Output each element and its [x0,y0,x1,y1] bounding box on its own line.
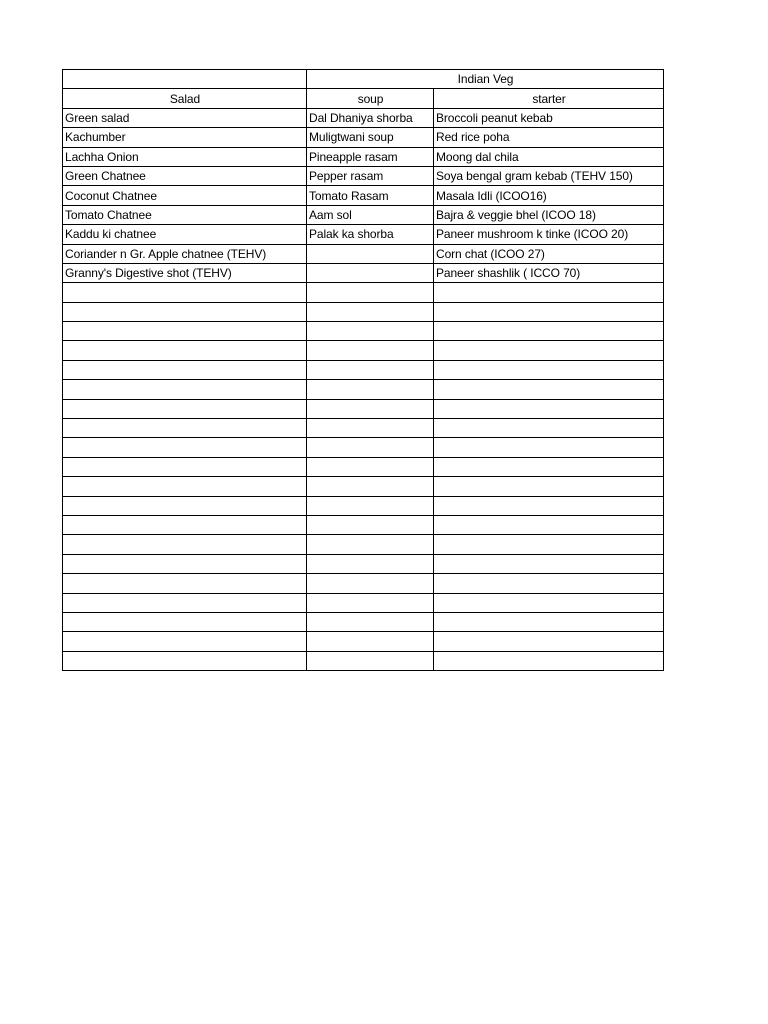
soup-cell[interactable] [307,457,434,476]
salad-cell[interactable] [63,302,307,321]
salad-cell[interactable]: Green salad [63,108,307,127]
starter-cell[interactable] [434,360,664,379]
column-header-starter[interactable]: starter [434,89,664,108]
table-row [63,515,664,534]
salad-cell[interactable] [63,535,307,554]
salad-cell[interactable] [63,515,307,534]
soup-cell[interactable] [307,515,434,534]
starter-cell[interactable]: Paneer shashlik ( ICCO 70) [434,263,664,282]
table-row [63,205,664,224]
soup-cell[interactable]: Tomato Rasam [307,186,434,205]
starter-cell[interactable]: Broccoli peanut kebab [434,108,664,127]
salad-cell[interactable]: Kachumber [63,128,307,147]
starter-cell[interactable]: Corn chat (ICOO 27) [434,244,664,263]
starter-cell[interactable]: Red rice poha [434,128,664,147]
starter-cell[interactable] [434,593,664,612]
table-row [63,166,664,185]
salad-cell[interactable] [63,283,307,302]
starter-cell[interactable] [434,535,664,554]
table-row [63,263,664,282]
salad-cell[interactable]: Granny's Digestive shot (TEHV) [63,263,307,282]
starter-cell[interactable]: Paneer mushroom k tinke (ICOO 20) [434,225,664,244]
salad-cell[interactable]: Kaddu ki chatnee [63,225,307,244]
starter-cell[interactable] [434,302,664,321]
soup-cell[interactable] [307,535,434,554]
header-blank-cell[interactable] [63,70,307,89]
salad-cell[interactable] [63,612,307,631]
soup-cell[interactable] [307,438,434,457]
menu-table-body [63,70,664,671]
salad-cell[interactable] [63,593,307,612]
starter-cell[interactable] [434,554,664,573]
table-row [63,341,664,360]
salad-cell[interactable] [63,457,307,476]
starter-cell[interactable]: Moong dal chila [434,147,664,166]
table-row [63,438,664,457]
starter-cell[interactable] [434,651,664,670]
starter-cell[interactable] [434,632,664,651]
table-row [63,574,664,593]
table-row [63,128,664,147]
salad-cell[interactable] [63,399,307,418]
starter-cell[interactable] [434,574,664,593]
soup-cell[interactable] [307,322,434,341]
starter-cell[interactable] [434,477,664,496]
soup-cell[interactable] [307,651,434,670]
table-row [63,535,664,554]
table-row [63,632,664,651]
soup-cell[interactable] [307,632,434,651]
table-row [63,302,664,321]
column-header-soup[interactable]: soup [307,89,434,108]
starter-cell[interactable] [434,515,664,534]
soup-cell[interactable] [307,574,434,593]
soup-cell[interactable] [307,341,434,360]
soup-cell[interactable] [307,302,434,321]
starter-cell[interactable] [434,496,664,515]
soup-cell[interactable] [307,612,434,631]
table-row [63,380,664,399]
starter-cell[interactable] [434,399,664,418]
salad-cell[interactable] [63,380,307,399]
salad-cell[interactable]: Coriander n Gr. Apple chatnee (TEHV) [63,244,307,263]
soup-cell[interactable] [307,593,434,612]
table-row [63,108,664,127]
soup-cell[interactable] [307,496,434,515]
starter-cell[interactable]: Bajra & veggie bhel (ICOO 18) [434,205,664,224]
table-row [63,186,664,205]
column-header-row [63,89,664,108]
soup-cell[interactable] [307,380,434,399]
starter-cell[interactable]: Masala Idli (ICOO16) [434,186,664,205]
starter-cell[interactable] [434,457,664,476]
table-row [63,399,664,418]
group-header-cell[interactable]: Indian Veg [307,70,664,89]
soup-cell[interactable] [307,283,434,302]
table-row [63,651,664,670]
soup-cell[interactable] [307,399,434,418]
salad-cell[interactable] [63,360,307,379]
soup-cell[interactable]: Palak ka shorba [307,225,434,244]
salad-cell[interactable] [63,496,307,515]
starter-cell[interactable]: Soya bengal gram kebab (TEHV 150) [434,166,664,185]
table-row [63,593,664,612]
soup-cell[interactable] [307,477,434,496]
table-row [63,554,664,573]
salad-cell[interactable] [63,651,307,670]
table-row [63,360,664,379]
salad-cell[interactable]: Tomato Chatnee [63,205,307,224]
starter-cell[interactable] [434,341,664,360]
salad-cell[interactable] [63,438,307,457]
salad-cell[interactable] [63,574,307,593]
table-row [63,496,664,515]
table-row [63,283,664,302]
salad-cell[interactable]: Green Chatnee [63,166,307,185]
starter-cell[interactable] [434,380,664,399]
salad-cell[interactable] [63,554,307,573]
table-row [63,147,664,166]
table-row [63,612,664,631]
starter-cell[interactable] [434,438,664,457]
group-header-row [63,70,664,89]
starter-cell[interactable] [434,612,664,631]
starter-cell[interactable] [434,419,664,438]
table-row [63,244,664,263]
soup-cell[interactable] [307,360,434,379]
table-row [63,225,664,244]
salad-cell[interactable] [63,322,307,341]
salad-cell[interactable]: Lachha Onion [63,147,307,166]
table-row [63,419,664,438]
soup-cell[interactable] [307,244,434,263]
starter-cell[interactable] [434,283,664,302]
soup-cell[interactable]: Pepper rasam [307,166,434,185]
soup-cell[interactable]: Aam sol [307,205,434,224]
soup-cell[interactable]: Pineapple rasam [307,147,434,166]
soup-cell[interactable]: Muligtwani soup [307,128,434,147]
soup-cell[interactable] [307,554,434,573]
starter-cell[interactable] [434,322,664,341]
salad-cell[interactable] [63,419,307,438]
table-row [63,457,664,476]
table-row [63,477,664,496]
soup-cell[interactable] [307,263,434,282]
soup-cell[interactable] [307,419,434,438]
salad-cell[interactable] [63,632,307,651]
salad-cell[interactable] [63,341,307,360]
soup-cell[interactable]: Dal Dhaniya shorba [307,108,434,127]
salad-cell[interactable] [63,477,307,496]
salad-cell[interactable]: Coconut Chatnee [63,186,307,205]
table-row [63,322,664,341]
menu-table [62,69,664,671]
column-header-salad[interactable]: Salad [63,89,307,108]
